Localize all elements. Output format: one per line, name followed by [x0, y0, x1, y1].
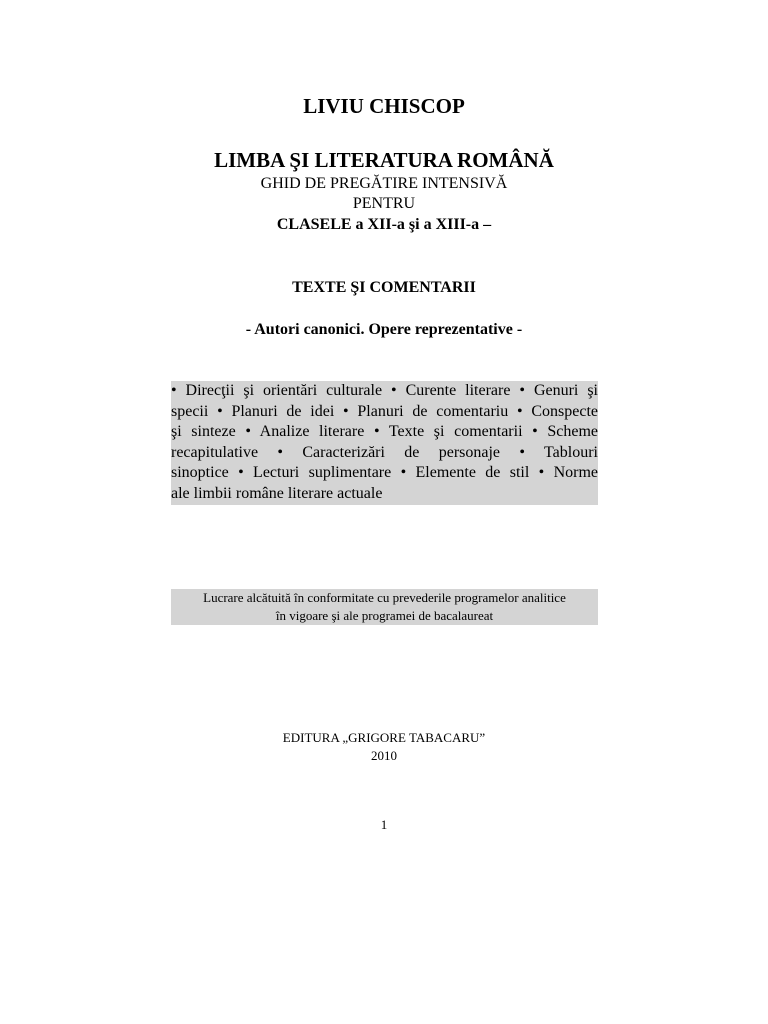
note-line: în vigoare şi ale programei de bacalaureat	[171, 607, 598, 625]
topics-box	[171, 381, 598, 505]
book-subtitle-for: PENTRU	[352, 195, 416, 212]
topics-line: sinoptice • Lecturi suplimentare • Elemente de stil • Norme	[171, 463, 598, 484]
book-title: LIMBA ŞI LITERATURA ROMÂNĂ	[214, 148, 554, 172]
topics-line: recapitulative • Caracterizări de personaje • Tablouri	[171, 443, 598, 464]
topics-line: • Direcţii şi orientări culturale • Curente literare • Genuri şi	[171, 381, 598, 402]
topics-line: şi sinteze • Analize literare • Texte şi comentarii • Scheme	[171, 422, 598, 443]
author-name: LIVIU CHISCOP	[303, 94, 465, 118]
section-subtitle: - Autori canonici. Opere reprezentative -	[245, 321, 523, 338]
book-subtitle: GHID DE PREGĂTIRE INTENSIVĂ	[260, 175, 508, 192]
page-number: 1	[380, 817, 388, 832]
section-title: TEXTE ŞI COMENTARII	[292, 279, 476, 296]
conformity-note	[171, 589, 598, 625]
note-line: Lucrare alcătuită în conformitate cu prevederile programelor analitice	[171, 589, 598, 607]
publisher: EDITURA „GRIGORE TABACARU”	[282, 730, 486, 745]
target-classes: CLASELE a XII-a şi a XIII-a –	[276, 216, 492, 233]
publication-year: 2010	[371, 748, 397, 763]
topics-line: ale limbii române literare actuale	[171, 484, 598, 505]
topics-line: specii • Planuri de idei • Planuri de comentariu • Conspecte	[171, 402, 598, 423]
